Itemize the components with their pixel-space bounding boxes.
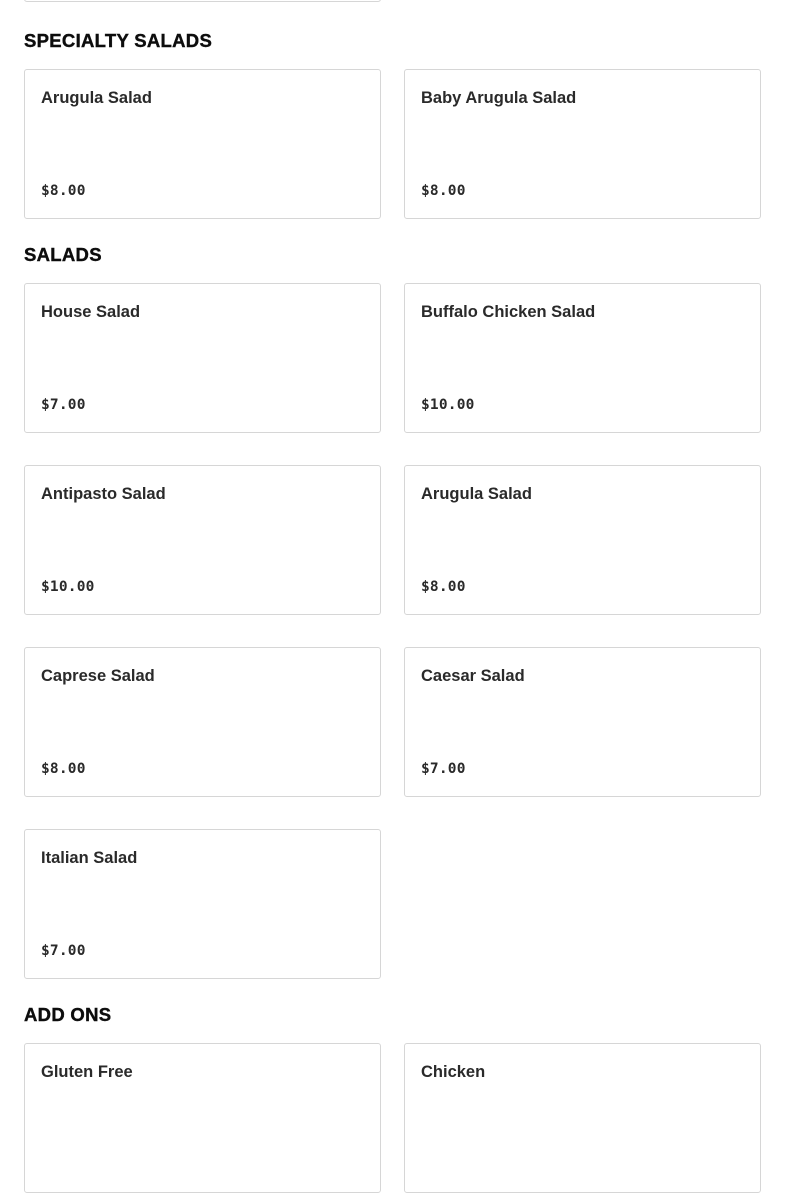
item-price: $7.00 [41,397,86,413]
item-price: $10.00 [421,397,475,413]
item-grid [24,283,761,979]
item-price: $8.00 [421,183,466,199]
item-price: $8.00 [41,183,86,199]
section-add-ons [24,1004,761,1193]
item-name: Caprese Salad [41,667,155,685]
menu-item-card[interactable] [24,0,381,2]
menu-item-card[interactable] [24,1043,381,1193]
item-price: $8.00 [41,761,86,777]
item-grid [24,1043,761,1193]
item-name: House Salad [41,303,141,321]
item-price: $10.00 [41,579,95,595]
section-title: SPECIALTY SALADS [24,30,213,51]
menu-item-card[interactable] [24,829,381,979]
menu-item-card[interactable] [24,283,381,433]
menu-item-card[interactable] [24,647,381,797]
menu-item-card[interactable] [24,465,381,615]
section-salads [24,244,761,979]
item-name: Gluten Free [41,1063,133,1081]
item-price: $7.00 [421,761,466,777]
item-name: Caesar Salad [421,667,525,685]
item-name: Chicken [421,1063,486,1081]
menu-item-card[interactable] [404,69,761,219]
item-name: Arugula Salad [41,89,152,107]
section-title: ADD ONS [24,1004,112,1025]
item-price: $7.00 [41,943,86,959]
section-specialty-salads [24,30,761,219]
menu-item-card[interactable] [404,647,761,797]
item-name: Buffalo Chicken Salad [421,303,596,321]
menu-item-card[interactable] [404,1043,761,1193]
menu-item-card[interactable] [404,465,761,615]
item-name: Arugula Salad [421,485,532,503]
menu-item-card[interactable] [404,283,761,433]
item-grid [24,69,761,219]
section-title: SALADS [24,244,102,265]
item-name: Baby Arugula Salad [421,89,577,107]
item-price: $8.00 [421,579,466,595]
item-name: Antipasto Salad [41,485,166,503]
item-name: Italian Salad [41,849,138,867]
menu-item-card[interactable] [24,69,381,219]
